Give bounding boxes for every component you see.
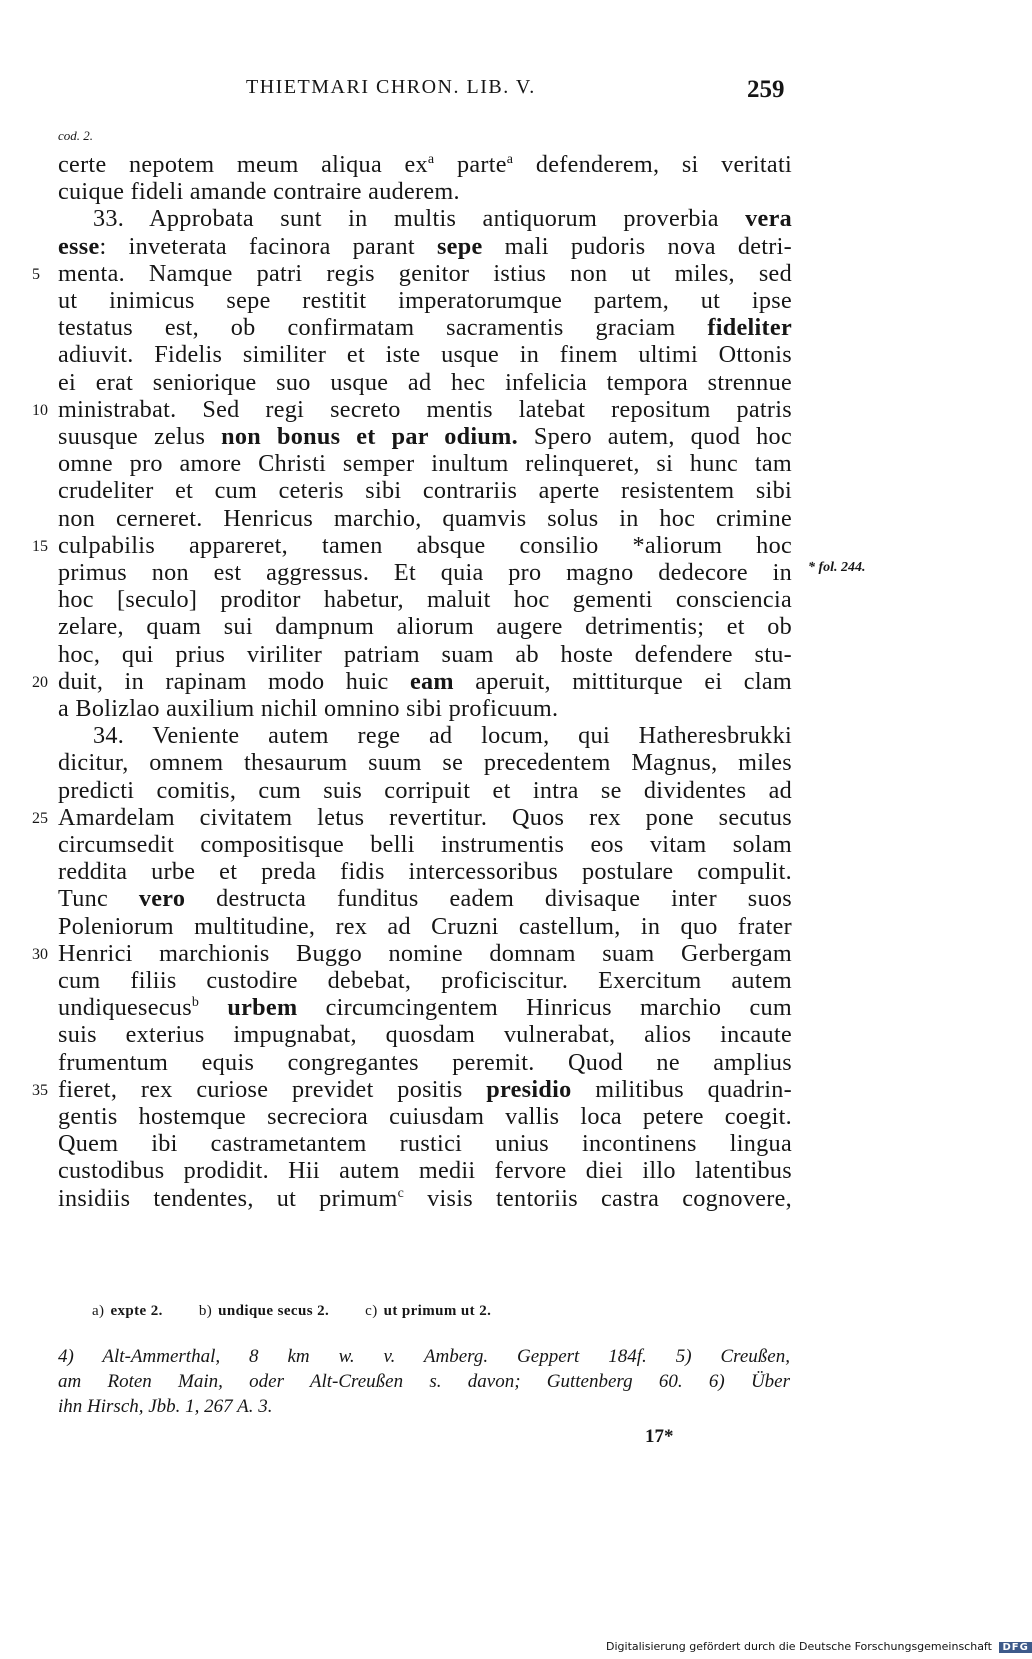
text-line: non cerneret. Henricus marchio, quamvis solus in hoc crimine xyxy=(58,505,792,532)
text-line: Henrici marchionis Buggo nomine domnam suam Gerbergam xyxy=(58,940,792,967)
text-line: Quem ibi castrametantem rustici unius incontinens lingua xyxy=(58,1130,792,1157)
running-title: THIETMARI CHRON. LIB. V. xyxy=(246,76,536,98)
text-line: circumsedit compositisque belli instrumentis eos vitam solam xyxy=(58,831,792,858)
text-line: adiuvit. Fidelis similiter et iste usque in finem ultimi Ottonis xyxy=(58,341,792,368)
text-line: insidiis tendentes, ut primum$^c$ visis tentoriis castra cognovere, xyxy=(58,1185,792,1212)
apparatus-note: b) undique secus 2. xyxy=(198,1303,330,1319)
text-line: primus non est aggressus. Et quia pro magno dedecore in xyxy=(58,559,792,586)
dfg-logo: DFG xyxy=(999,1642,1031,1653)
text-line: ut inimicus sepe restitit imperatorumque partem, ut ipse xyxy=(58,287,792,314)
text-line: predicti comitis, cum suis corripuit et intra se dividentes ad xyxy=(58,777,792,804)
text-line: suusque zelus non bonus et par odium. Spero autem, quod hoc xyxy=(58,423,792,450)
text-line: custodibus prodidit. Hii autem medii fervore diei illo latentibus xyxy=(58,1157,792,1184)
text-line: duit, in rapinam modo huic eam aperuit, mittiturque ei clam xyxy=(58,668,792,695)
line-number: 35 xyxy=(32,1082,48,1099)
margin-note: * fol. 244. xyxy=(808,560,866,575)
text-line: hoc [seculo] proditor habetur, maluit hoc gementi consciencia xyxy=(58,586,792,613)
footnote-line: am Roten Main, oder Alt-Creußen s. davon; Guttenberg 60. 6) Über xyxy=(58,1371,790,1392)
line-number: 10 xyxy=(32,402,48,419)
text-line: Amardelam civitatem letus revertitur. Quos rex pone secutus xyxy=(58,804,792,831)
text-line: Tunc vero destructa funditus eadem divisaque inter suos xyxy=(58,885,792,912)
text-line: reddita urbe et preda fidis intercessoribus postulare compulit. xyxy=(58,858,792,885)
line-number: 20 xyxy=(32,674,48,691)
text-line: esse: inveterata facinora parant sepe mali pudoris nova detri- xyxy=(58,233,793,260)
footnote-line: ihn Hirsch, Jbb. 1, 267 A. 3. xyxy=(58,1396,273,1417)
line-number: 30 xyxy=(32,946,48,963)
text-line: cuique fideli amande contraire auderem. xyxy=(58,178,460,205)
text-line: hoc, qui prius viriliter patriam suam ab hoste defendere stu- xyxy=(58,641,792,668)
apparatus-note: c) ut primum ut 2. xyxy=(365,1303,492,1319)
line-number: 25 xyxy=(32,810,48,827)
apparatus-notes xyxy=(92,1303,527,1320)
text-line: ministrabat. Sed regi secreto mentis latebat repositum patris xyxy=(58,396,792,423)
text-line: fieret, rex curiose previdet positis presidio militibus quadrin- xyxy=(58,1076,792,1103)
text-line: undiquesecus$^b$ urbem circumcingentem Hinricus marchio cum xyxy=(58,994,792,1021)
text-line: suis exterius impugnabat, quosdam vulnerabat, alios incaute xyxy=(58,1021,792,1048)
text-line: gentis hostemque secreciora cuiusdam vallis loca petere coegit. xyxy=(58,1103,792,1130)
text-line: culpabilis appareret, tamen absque consilio *aliorum hoc xyxy=(58,532,792,559)
text-line: 33. Approbata sunt in multis antiquorum proverbia vera xyxy=(93,205,792,232)
text-line: 34. Veniente autem rege ad locum, qui Hatheresbrukki xyxy=(93,722,792,749)
text-line: a Bolizlao auxilium nichil omnino sibi proficuum. xyxy=(58,695,559,722)
digitization-credit xyxy=(606,1640,1032,1653)
footnote-line: 4) Alt-Ammerthal, 8 km w. v. Amberg. Geppert 184f. 5) Creußen, xyxy=(58,1346,790,1367)
text-line: dicitur, omnem thesaurum suum se precedentem Magnus, miles xyxy=(58,749,792,776)
text-line: omne pro amore Christi semper inultum relinqueret, si hunc tam xyxy=(58,450,792,477)
apparatus-note: a) expte 2. xyxy=(92,1303,163,1319)
text-line: zelare, quam sui dampnum aliorum augere detrimentis; et ob xyxy=(58,613,792,640)
text-line: certe nepotem meum aliqua $ex^a$ parte$^a$ defenderem, si veritati xyxy=(58,151,792,178)
codex-label: cod. 2. xyxy=(58,128,94,143)
text-line: cum filiis custodire debebat, proficiscitur. Exercitum autem xyxy=(58,967,792,994)
digitization-note: Digitalisierung gefördert durch die Deutsche Forschungsgemeinschaft xyxy=(606,1640,992,1653)
text-line: crudeliter et cum ceteris sibi contrariis aperte resistentem sibi xyxy=(58,477,792,504)
text-line: frumentum equis congregantes peremit. Quod ne amplius xyxy=(58,1049,792,1076)
line-number: 5 xyxy=(32,266,40,283)
page-number: 259 xyxy=(747,76,785,103)
line-number: 15 xyxy=(32,538,48,555)
text-line: ei erat seniorique suo usque ad hec infelicia tempora strennue xyxy=(58,369,792,396)
text-line: testatus est, ob confirmatam sacramentis graciam fideliter xyxy=(58,314,792,341)
text-line: menta. Namque patri regis genitor istius non ut miles, sed xyxy=(58,260,792,287)
signature-mark: 17* xyxy=(645,1426,674,1447)
text-line: Poleniorum multitudine, rex ad Cruzni castellum, in quo frater xyxy=(58,913,792,940)
